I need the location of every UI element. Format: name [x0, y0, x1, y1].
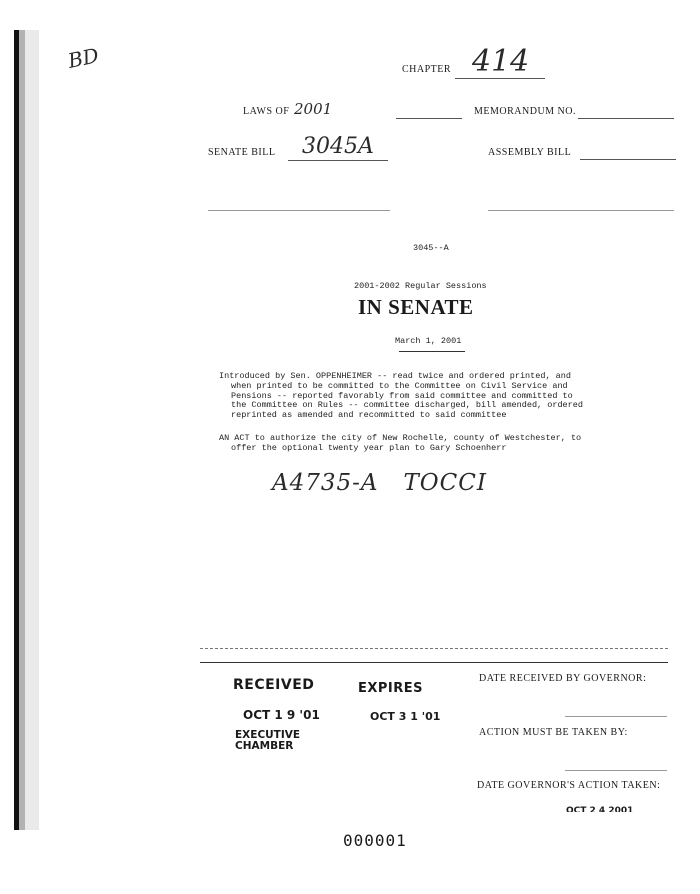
- expires-stamp-title: EXPIRES: [358, 681, 424, 696]
- laws-label: LAWS OF: [243, 106, 290, 117]
- received-office-line: CHAMBER: [235, 740, 294, 752]
- received-stamp-date: OCT 1 9 '01: [243, 708, 320, 722]
- assembly-bill-line: [580, 159, 676, 160]
- scan-edge-shadow: [14, 30, 44, 830]
- laws-year: 2001: [294, 100, 333, 118]
- margin-note-handwritten: BD: [65, 43, 101, 73]
- chapter-label: CHAPTER: [402, 64, 452, 75]
- bill-date: March 1, 2001: [395, 336, 462, 346]
- introduced-line: Pensions -- reported favorably from said committee and committed to: [231, 390, 573, 401]
- action-taken-date: OCT 2 4 2001: [566, 806, 634, 812]
- introduced-line: Introduced by Sen. OPPENHEIMER -- read twice and ordered printed, and: [219, 371, 571, 381]
- introduced-line: the Committee on Rules -- committee discharged, bill amended, ordered: [231, 400, 583, 411]
- date-received-line: [565, 716, 667, 717]
- introduced-line: reprinted as amended and recommitted to said committee: [231, 410, 507, 421]
- blank-line-left: [208, 210, 390, 211]
- action-must-label: ACTION MUST BE TAKEN BY:: [479, 727, 628, 738]
- senate-bill-label: SENATE BILL: [208, 147, 276, 158]
- memorandum-label: MEMORANDUM NO.: [474, 106, 577, 117]
- senate-bill-line: [288, 160, 388, 161]
- date-received-label: DATE RECEIVED BY GOVERNOR:: [479, 673, 647, 684]
- assembly-bill-label: ASSEMBLY BILL: [488, 147, 572, 158]
- expires-stamp-date: OCT 3 1 '01: [370, 710, 441, 723]
- act-paragraph: [219, 434, 581, 454]
- received-office-line: EXECUTIVE: [235, 729, 301, 741]
- act-line: AN ACT to authorize the city of New Rochelle, county of Westchester, to: [219, 433, 582, 443]
- act-line: offer the optional twenty year plan to Gary Schoenherr: [231, 442, 507, 453]
- handwritten-assembly-note: A4735-A TOCCI: [272, 470, 487, 496]
- received-stamp-title: RECEIVED: [233, 677, 315, 693]
- separator-solid: [200, 662, 668, 663]
- session-line: 2001-2002 Regular Sessions: [354, 281, 487, 291]
- page-number: 000001: [343, 831, 407, 850]
- laws-line-right: [396, 118, 462, 119]
- senate-bill-number: 3045A: [302, 134, 374, 159]
- action-must-line: [565, 770, 667, 771]
- chapter-number: 414: [472, 44, 530, 79]
- chapter-line: [455, 78, 545, 79]
- bill-number: 3045--A: [413, 243, 449, 253]
- date-underline: [399, 351, 465, 352]
- introduced-paragraph: [219, 372, 583, 421]
- action-taken-label: DATE GOVERNOR'S ACTION TAKEN:: [477, 780, 661, 791]
- house-title: IN SENATE: [358, 295, 474, 319]
- introduced-line: when printed to be committed to the Committee on Civil Service and: [231, 380, 568, 391]
- separator-dashed: [200, 648, 668, 649]
- received-stamp-office: [235, 730, 300, 752]
- memorandum-line: [578, 118, 674, 119]
- blank-line-right: [488, 210, 674, 211]
